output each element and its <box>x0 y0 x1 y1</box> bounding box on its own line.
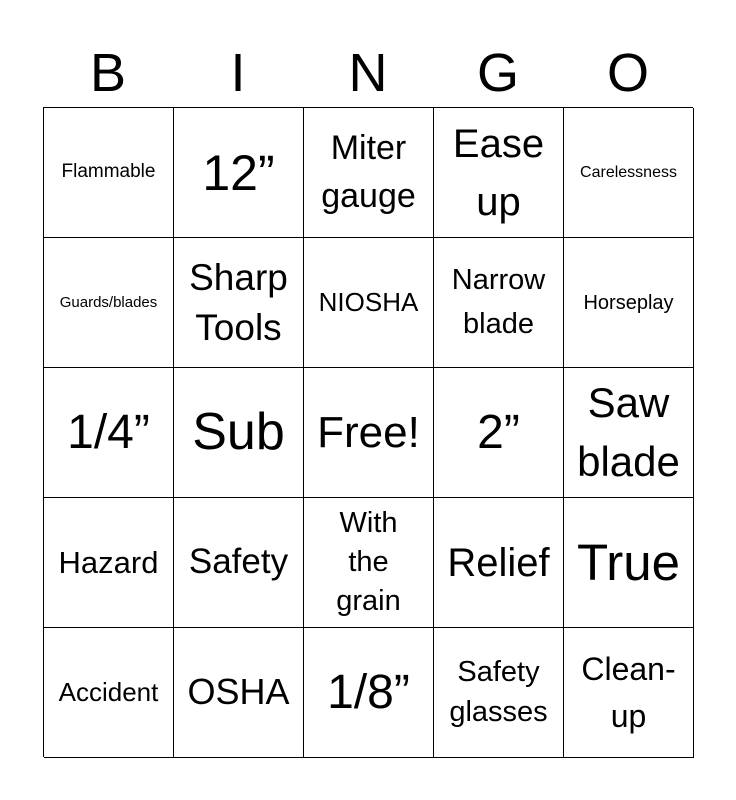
bingo-cell-r5-c4[interactable]: Safety glasses <box>434 628 564 758</box>
bingo-cell-r1-c1[interactable]: Flammable <box>44 108 174 238</box>
bingo-cell-r4-c2[interactable]: Safety <box>174 498 304 628</box>
bingo-cell-r5-c5[interactable]: Clean- up <box>564 628 694 758</box>
bingo-cell-r2-c1[interactable]: Guards/blades <box>44 238 174 368</box>
bingo-cell-r4-c1[interactable]: Hazard <box>44 498 174 628</box>
bingo-cell-r1-c4[interactable]: Ease up <box>434 108 564 238</box>
bingo-cell-r3-c1[interactable]: 1/4” <box>44 368 174 498</box>
bingo-cell-r4-c5[interactable]: True <box>564 498 694 628</box>
header-letter-i: I <box>230 43 246 103</box>
bingo-cell-r2-c2[interactable]: Sharp Tools <box>174 238 304 368</box>
bingo-cell-r1-c2[interactable]: 12” <box>174 108 304 238</box>
bingo-cell-r5-c2[interactable]: OSHA <box>174 628 304 758</box>
bingo-cell-r1-c5[interactable]: Carelessness <box>564 108 694 238</box>
header-letter-n: N <box>348 43 388 103</box>
bingo-header <box>43 40 693 106</box>
bingo-cell-r1-c3[interactable]: Miter gauge <box>304 108 434 238</box>
bingo-cell-r2-c3[interactable]: NIOSHA <box>304 238 434 368</box>
bingo-cell-r4-c3[interactable]: With the grain <box>304 498 434 628</box>
bingo-cell-r4-c4[interactable]: Relief <box>434 498 564 628</box>
bingo-cell-r5-c1[interactable]: Accident <box>44 628 174 758</box>
header-letter-o: O <box>606 43 649 103</box>
bingo-cell-r5-c3[interactable]: 1/8” <box>304 628 434 758</box>
bingo-card-grid <box>43 107 693 757</box>
header-letter-b: B <box>89 43 127 103</box>
bingo-cell-r3-c3[interactable]: Free! <box>304 368 434 498</box>
bingo-cell-r3-c4[interactable]: 2” <box>434 368 564 498</box>
bingo-cell-r3-c5[interactable]: Saw blade <box>564 368 694 498</box>
bingo-cell-r3-c2[interactable]: Sub <box>174 368 304 498</box>
header-letter-g: G <box>476 43 519 103</box>
bingo-cell-r2-c4[interactable]: Narrow blade <box>434 238 564 368</box>
bingo-cell-r2-c5[interactable]: Horseplay <box>564 238 694 368</box>
